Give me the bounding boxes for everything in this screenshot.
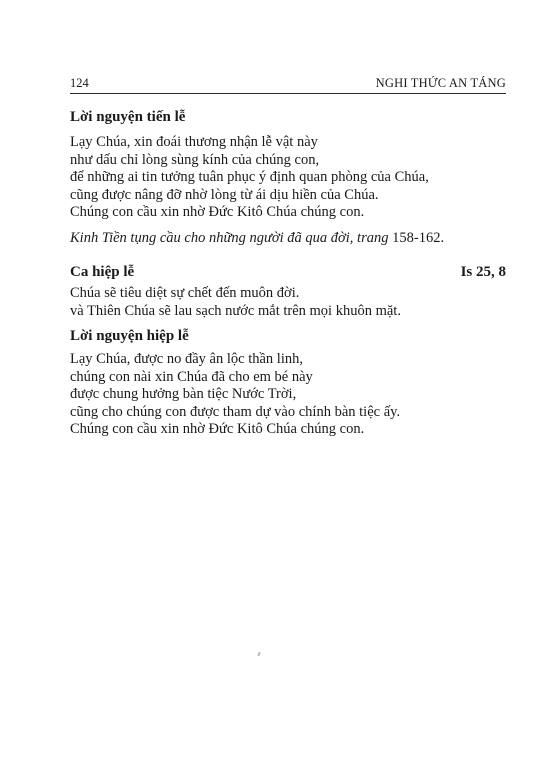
- rubric-italic-text: Kinh Tiền tụng cầu cho những người đã qua đời, trang: [70, 230, 389, 246]
- scan-speck: [257, 652, 261, 656]
- preface-rubric: [70, 229, 506, 247]
- text-line: để những ai tin tưởng tuân phục ý định quan phòng của Chúa,: [70, 169, 429, 185]
- prayer-after-communion-text: [70, 351, 506, 439]
- text-line: được chung hưởng bàn tiệc Nước Trời,: [70, 386, 297, 402]
- header-rule: [70, 93, 506, 94]
- prayer-over-gifts-text: [70, 134, 506, 222]
- text-line: Chúng con cầu xin nhờ Đức Kitô Chúa chúng con.: [70, 421, 365, 437]
- text-line: và Thiên Chúa sẽ lau sạch nước mắt trên mọi khuôn mặt.: [70, 302, 401, 319]
- communion-antiphon-text: [70, 285, 506, 320]
- text-line: Chúng con cầu xin nhờ Đức Kitô Chúa chúng con.: [70, 204, 365, 220]
- prayer-over-gifts-heading: Lời nguyện tiến lễ: [70, 109, 186, 125]
- text-line: cũng được nâng đỡ nhờ lòng từ ái dịu hiền của Chúa.: [70, 186, 379, 203]
- text-line: chúng con nài xin Chúa đã cho em bé này: [70, 368, 313, 385]
- scripture-reference: Is 25, 8: [460, 264, 506, 280]
- page-header: [70, 75, 506, 91]
- page-number: 124: [70, 76, 89, 90]
- text-line: Chúa sẽ tiêu diệt sự chết đến muôn đời.: [70, 285, 300, 301]
- rubric-page-range: 158-162.: [388, 230, 445, 246]
- text-line: cũng cho chúng con được tham dự vào chính bàn tiệc ấy.: [70, 403, 401, 420]
- text-line: Lạy Chúa, xin đoái thương nhận lễ vật này: [70, 134, 318, 150]
- running-title: NGHI THỨC AN TÁNG: [375, 76, 506, 90]
- prayer-after-communion-heading: Lời nguyện hiệp lễ: [70, 328, 189, 344]
- communion-antiphon-heading: Ca hiệp lễ: [70, 264, 135, 280]
- text-line: như dấu chỉ lòng sùng kính của chúng con,: [70, 151, 320, 168]
- text-line: Lạy Chúa, được no đầy ân lộc thần linh,: [70, 351, 303, 367]
